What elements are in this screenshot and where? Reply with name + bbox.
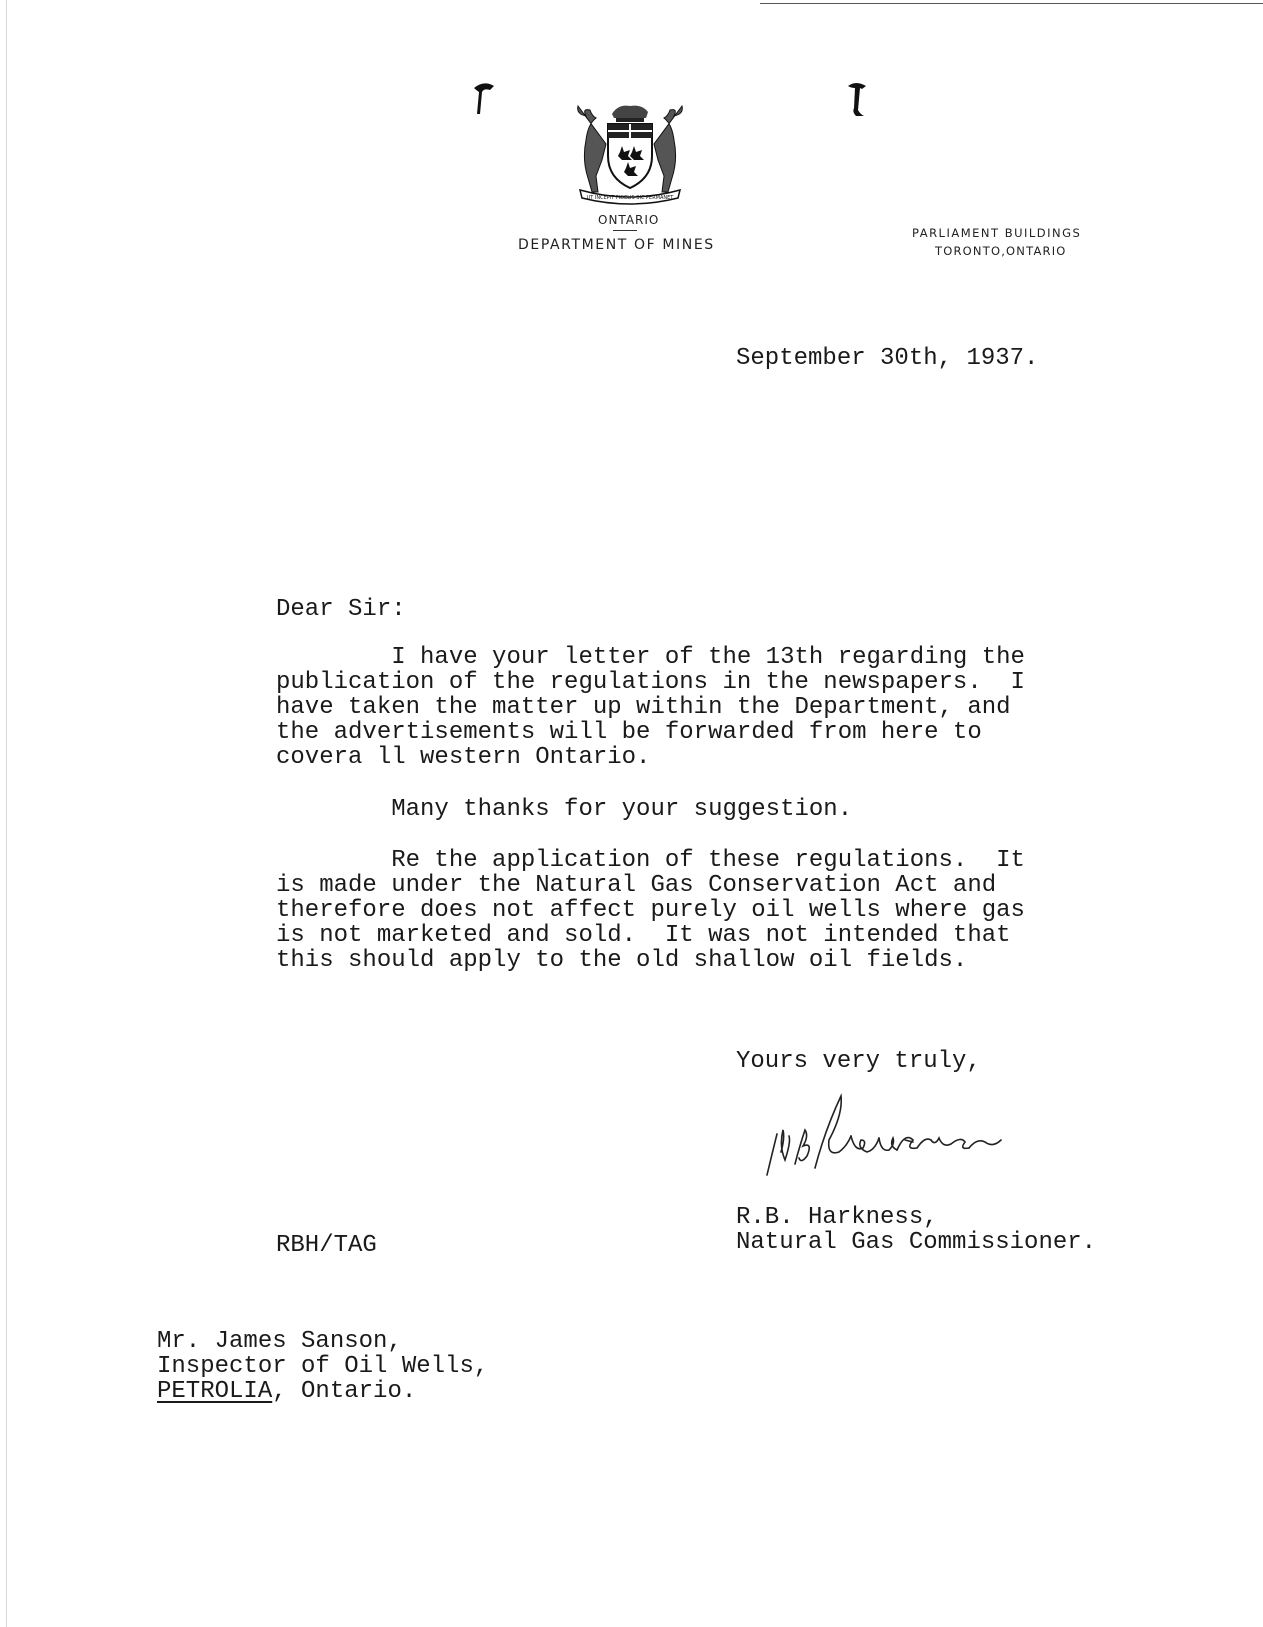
paragraph-line: is not marketed and sold. It was not intended that xyxy=(276,922,1011,949)
recipient-address xyxy=(157,1329,488,1404)
recipient-city: PETROLIA xyxy=(157,1378,273,1405)
recipient-name: Mr. James Sanson, xyxy=(157,1328,402,1355)
paragraph-2: Many thanks for your suggestion. xyxy=(276,796,853,823)
closing: Yours very truly, xyxy=(736,1048,981,1075)
signer-title: Natural Gas Commissioner. xyxy=(736,1229,1097,1256)
handwritten-signature xyxy=(755,1090,1135,1180)
paragraph-1 xyxy=(276,645,1025,770)
reference-initials: RBH/TAG xyxy=(276,1232,377,1259)
letterhead-address-line2: TORONTO,ONTARIO xyxy=(935,244,1067,258)
recipient-title: Inspector of Oil Wells, xyxy=(157,1353,489,1380)
paragraph-line: I have your letter of the 13th regarding the xyxy=(276,644,1025,671)
recipient-location xyxy=(157,1379,488,1404)
page-left-edge xyxy=(6,0,7,1627)
letterhead-address-line1: PARLIAMENT BUILDINGS xyxy=(912,226,1082,240)
letter-date: September 30th, 1937. xyxy=(736,345,1039,372)
paragraph-3 xyxy=(276,848,1025,973)
paragraph-line: therefore does not affect purely oil wells where gas xyxy=(276,897,1025,924)
paragraph-line: Re the application of these regulations. It xyxy=(276,847,1025,874)
punch-mark-right xyxy=(842,78,872,122)
paragraph-line: publication of the regulations in the newspapers. I xyxy=(276,669,1025,696)
letterhead-province: ONTARIO xyxy=(598,213,660,227)
recipient-province: , Ontario. xyxy=(272,1378,417,1405)
paragraph-line: have taken the matter up within the Department, and xyxy=(276,694,1011,721)
ontario-coat-of-arms-crest xyxy=(572,100,688,212)
paragraph-line: this should apply to the old shallow oil fields. xyxy=(276,947,968,974)
paragraph-line: covera ll western Ontario. xyxy=(276,744,651,771)
letterhead-divider xyxy=(613,230,637,231)
page-edge-line xyxy=(760,3,1263,4)
paragraph-line: the advertisements will be forwarded from here to xyxy=(276,719,982,746)
paragraph-line: is made under the Natural Gas Conservation Act and xyxy=(276,872,997,899)
signer-name: R.B. Harkness, xyxy=(736,1204,938,1231)
salutation: Dear Sir: xyxy=(276,596,406,623)
letterhead-department: DEPARTMENT OF MINES xyxy=(518,237,715,253)
punch-mark-left xyxy=(470,80,500,120)
svg-text:UT INCEPIT FIDELIS SIC PERMANE: UT INCEPIT FIDELIS SIC PERMANET xyxy=(586,195,674,201)
